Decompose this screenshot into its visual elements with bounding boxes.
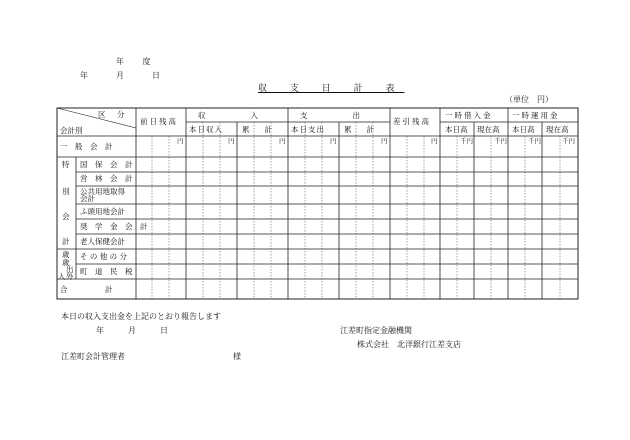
col-header-invest-current: 現在高	[546, 125, 569, 134]
row-label-other: そ の 他 の 分	[80, 252, 128, 261]
col-header-income-cumulative: 累 計	[242, 125, 272, 134]
unit-yen-expense-cum: 円	[381, 137, 388, 145]
group-label-special-4: 計	[62, 237, 70, 246]
row-label-forestry: 営 林 会 計	[80, 174, 133, 183]
group-label-treasury-1: 歳	[62, 250, 70, 259]
designated-bank-label: 江差町指定金融機関	[340, 326, 412, 335]
unit-yen-income-today: 円	[228, 137, 235, 145]
col-header-balance: 差引残高	[393, 117, 431, 126]
page-title: 収 支 日 計 表	[258, 84, 405, 94]
row-label-public-land: 公共用地取得会計	[80, 187, 125, 203]
row-label-total: 合 計	[60, 285, 113, 294]
group-label-special-1: 特	[62, 160, 70, 169]
unit-kyen-invest-today: 千円	[528, 137, 541, 145]
col-header-expense-today: 本日支出	[291, 125, 325, 134]
unit-note: （単位 円）	[505, 95, 553, 104]
row-label-scholarship: 奨 学 金 会 計	[80, 222, 148, 231]
col-header-borrow-today: 本日高	[445, 125, 468, 134]
group-label-outside-2: 入	[58, 272, 66, 281]
col-header-expense-cumulative: 累 計	[344, 125, 374, 134]
col-header-borrow-current: 現在高	[477, 125, 500, 134]
col-header-prev-balance: 前日残高	[140, 117, 178, 126]
bank-name: 株式会社 北洋銀行江差支店	[357, 340, 461, 349]
col-header-income: 収 入	[198, 111, 258, 120]
report-header-date: 年 月 日	[80, 71, 164, 80]
corner-header-bottom: 会計別	[60, 126, 83, 135]
report-footer-date: 年 月 日	[96, 326, 168, 335]
fiscal-year: 年 度	[116, 57, 159, 66]
honorific: 様	[233, 352, 241, 361]
col-header-temp-borrowing: 一時借入金	[445, 111, 493, 120]
col-header-temp-investment: 一時運用金	[512, 111, 560, 120]
unit-yen-prev: 円	[177, 137, 184, 145]
col-header-income-today: 本日収入	[189, 125, 223, 134]
col-header-expense: 支 出	[300, 111, 360, 120]
group-label-outside-3: 外	[66, 272, 74, 281]
row-label-elderly-health: 老人保健会計	[80, 237, 125, 246]
corner-header-top: 区 分	[98, 110, 127, 119]
unit-kyen-invest-current: 千円	[562, 137, 575, 145]
unit-kyen-borrow-today: 千円	[460, 137, 473, 145]
group-label-outside-1: 出	[66, 265, 74, 274]
unit-kyen-borrow-current: 千円	[494, 137, 507, 145]
group-label-special-2: 別	[62, 187, 70, 196]
row-label-general: 一 般 会 計	[60, 142, 113, 151]
row-label-wharf-land: ふ頭用地会計	[80, 207, 125, 216]
unit-yen-balance: 円	[431, 137, 438, 145]
col-header-invest-today: 本日高	[512, 125, 535, 134]
unit-yen-expense-today: 円	[330, 137, 337, 145]
accounting-manager: 江差町会計管理者	[61, 352, 125, 361]
report-statement: 本日の収入支出金を上記のとおり報告します	[61, 312, 221, 321]
group-label-special-3: 会	[62, 212, 70, 221]
group-label-treasury-2: 歳	[62, 258, 70, 267]
row-label-health-insurance: 国 保 会 計	[80, 160, 133, 169]
unit-yen-income-cum: 円	[279, 137, 286, 145]
row-label-town-tax: 町 道 民 税	[80, 267, 133, 276]
